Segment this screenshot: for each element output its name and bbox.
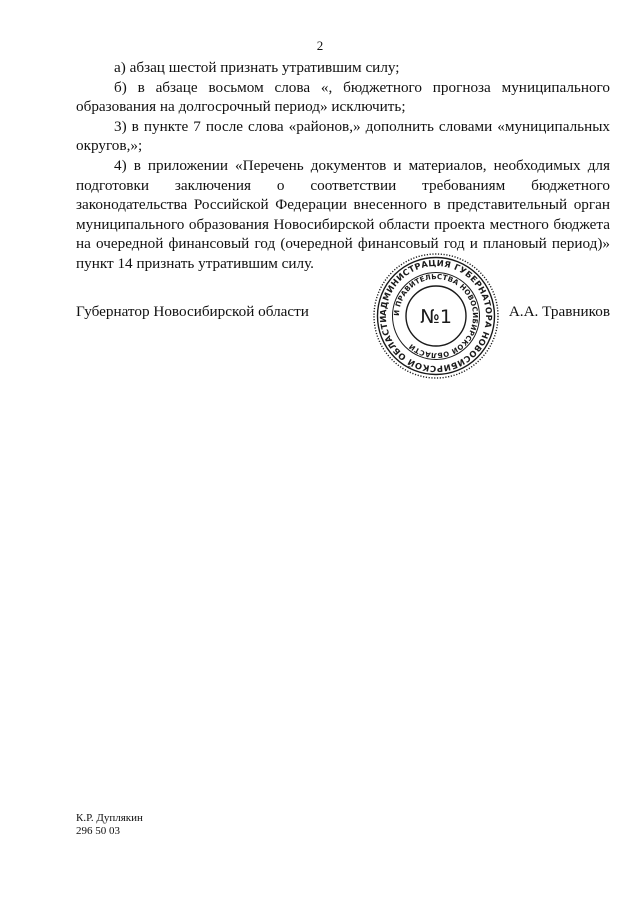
- signatory-name: А.А. Травников: [508, 303, 610, 320]
- seal-number: №1: [420, 306, 452, 328]
- signatory-position: Губернатор Новосибирской области: [76, 303, 309, 320]
- executor-name: К.Р. Дуплякин: [76, 812, 143, 824]
- paragraph-a: а) абзац шестой признать утратившим силу;: [114, 59, 400, 76]
- executor-info: [76, 812, 143, 838]
- official-seal: [372, 252, 500, 380]
- paragraph-3: 3) в пункте 7 после слова «районов,» дополнить словами «муниципальных округов,»;: [76, 117, 610, 155]
- document-body: [76, 58, 610, 274]
- seal-inner-text: И ПРАВИТЕЛЬСТВА НОВОСИБИРСКОЙ ОБЛАСТИ: [392, 272, 480, 360]
- paragraph-b: б) в абзаце восьмом слова «, бюджетного прогноза муниципального образования на долгосрочный период» исключить;: [76, 78, 610, 116]
- executor-phone: 296 50 03: [76, 825, 120, 837]
- page-number: 2: [316, 38, 324, 53]
- seal-outer-text: АДМИНИСТРАЦИЯ ГУБЕРНАТОРА НОВОСИБИРСКОЙ ОБЛАСТИ: [377, 257, 495, 375]
- signature-block: [76, 303, 610, 325]
- paragraph-4: 4) в приложении «Перечень документов и материалов, необходимых для подготовки заключения о соответствии требованиям бюджетного законодательства Российской Федерации внесенного в представительный орган муниципального образования Новосибирской области проекта местного бюджета на очередной финансовый год (очередной финансовый год и плановый период)» пункт 14 признать утратившим силу.: [76, 156, 610, 272]
